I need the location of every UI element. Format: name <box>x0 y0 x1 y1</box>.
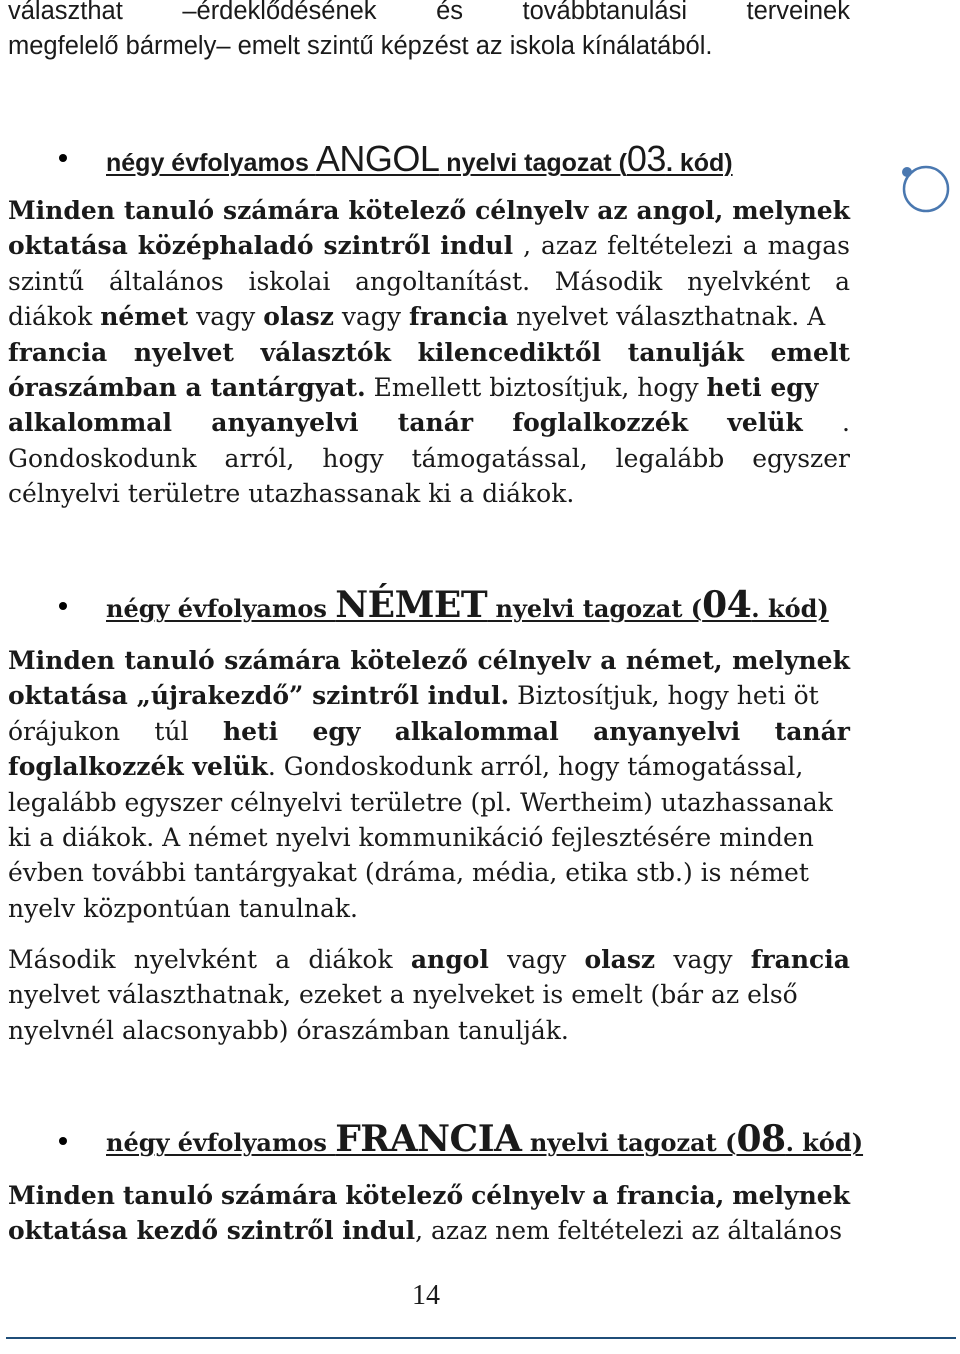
text-line <box>8 405 850 440</box>
text-word: órájukon <box>8 716 121 746</box>
text-word: középhaladó <box>137 231 314 261</box>
intro-line-2: megfelelő bármely– emelt szintű képzést az iskola kínálatából. <box>8 32 713 61</box>
text-word: olasz <box>584 945 656 974</box>
text-word: diákok <box>308 945 393 974</box>
text-word: nyelvként <box>133 945 257 974</box>
text-word: tanuló <box>123 196 215 225</box>
text-word: számára <box>221 1181 338 1210</box>
intro-word: és <box>436 0 464 25</box>
text-word: heti <box>222 716 279 746</box>
section-heading-nemet <box>106 584 829 626</box>
intro-word: –érdeklődésének <box>182 0 377 25</box>
heading-text: . kód) <box>785 1128 864 1157</box>
text-line <box>8 891 850 926</box>
text-word: nyelvként <box>687 266 811 296</box>
text-line <box>8 228 850 263</box>
bullet-icon <box>59 154 67 162</box>
bullet-icon <box>59 1137 67 1145</box>
text-line <box>8 299 850 334</box>
text-word: alkalommal <box>394 716 559 746</box>
intro-paragraph <box>8 0 850 65</box>
text-segment: nyelv központúan tanulnak. <box>8 893 358 923</box>
text-word: az <box>597 196 628 225</box>
text-word: melynek <box>732 1181 850 1210</box>
heading-text: négy évfolyamos <box>106 594 336 623</box>
text-word: francia, <box>616 1181 725 1210</box>
text-word: általános <box>109 266 224 296</box>
text-word: célnyelv <box>477 646 591 675</box>
text-word: legalább <box>615 443 725 473</box>
text-line <box>8 370 850 405</box>
text-word: egy <box>312 716 361 746</box>
text-word: magas <box>767 231 850 261</box>
page-number: 14 <box>412 1280 440 1311</box>
text-line <box>8 335 850 370</box>
text-word: angol, <box>636 196 724 225</box>
text-word: számára <box>224 646 341 675</box>
heading-code: 03 <box>626 138 666 179</box>
text-word: választók <box>260 337 391 367</box>
text-word: egyszer <box>752 443 850 473</box>
intro-word: választhat <box>8 0 123 25</box>
heading-language: FRANCIA <box>335 1118 522 1160</box>
text-word: melynek <box>732 196 850 225</box>
text-word: Második <box>554 266 663 296</box>
text-word: Második <box>8 945 116 974</box>
heading-text: nyelvi tagozat ( <box>439 149 627 177</box>
text-line <box>8 643 850 678</box>
text-word: célnyelv <box>475 196 589 225</box>
text-word: kötelező <box>350 646 468 675</box>
text-word: célnyelv <box>471 1181 585 1210</box>
text-word: tanulják <box>627 337 744 367</box>
text-word: Minden <box>8 646 115 675</box>
text-line <box>8 476 850 511</box>
text-word: alkalommal <box>8 408 172 438</box>
text-word: francia <box>8 337 108 367</box>
text-segment: Emellett biztosítjuk, hogy <box>365 372 707 402</box>
text-segment: foglalkozzék velük <box>8 752 268 782</box>
text-word: Gondoskodunk <box>8 443 197 473</box>
text-word: angol <box>410 945 489 974</box>
text-word: francia <box>750 945 850 974</box>
text-word: szintről <box>323 231 431 261</box>
text-line <box>8 714 850 749</box>
text-line <box>8 1013 850 1048</box>
text-word: indul <box>440 231 514 261</box>
text-segment: vagy <box>333 302 409 332</box>
text-word: arról, <box>224 443 295 473</box>
text-word: támogatással, <box>411 443 588 473</box>
text-segment: nyelvet választhatnak. A <box>508 302 826 332</box>
text-word: melynek <box>732 646 850 675</box>
text-line <box>8 855 850 890</box>
text-line <box>8 441 850 476</box>
text-word: . <box>842 408 850 438</box>
text-line <box>8 1178 850 1213</box>
text-line <box>8 193 850 228</box>
text-line <box>8 942 850 977</box>
text-word: nyelvet <box>133 337 234 367</box>
text-segment: diákok <box>8 302 101 332</box>
nemet-paragraph <box>8 643 850 926</box>
text-word: tanár <box>397 408 474 438</box>
text-word: emelt <box>770 337 850 367</box>
text-word: Minden <box>8 196 115 225</box>
text-word: tanár <box>774 716 850 746</box>
text-line <box>8 749 850 784</box>
section-heading-francia <box>106 1118 863 1160</box>
text-segment: francia <box>408 302 509 332</box>
intro-word: terveinek <box>746 0 850 25</box>
text-word: vagy <box>507 945 567 974</box>
text-word: iskolai <box>248 266 331 296</box>
text-word: kötelező <box>345 1181 464 1210</box>
text-word: tanuló <box>124 646 215 675</box>
text-word: hogy <box>322 443 384 473</box>
text-line <box>8 820 850 855</box>
text-segment: . Gondoskodunk arról, hogy támogatással, <box>267 752 804 782</box>
heading-code: 08 <box>736 1118 786 1160</box>
text-word: a <box>742 231 758 261</box>
nemet-paragraph-2 <box>8 942 850 1048</box>
text-word: túl <box>154 716 189 746</box>
footer-divider <box>6 1337 956 1339</box>
text-word: tanuló <box>122 1181 214 1210</box>
text-segment: Biztosítjuk, hogy heti öt <box>509 681 819 711</box>
text-word: oktatása <box>8 231 128 261</box>
heading-text: . kód) <box>751 594 829 623</box>
francia-paragraph <box>8 1178 850 1249</box>
heading-language: NÉMET <box>335 584 488 626</box>
text-segment: heti egy <box>706 372 819 402</box>
heading-text: négy évfolyamos <box>106 1128 336 1157</box>
text-word: anyanyelvi <box>593 716 741 746</box>
text-word: Minden <box>8 1181 115 1210</box>
text-segment: óraszámban a tantárgyat. <box>8 372 366 402</box>
text-line <box>8 264 850 299</box>
text-segment: nyelvet választhatnak, ezeket a nyelveket is emelt (bár az első <box>8 980 798 1010</box>
text-segment: évben további tantárgyakat (dráma, média, etika stb.) is német <box>8 858 809 888</box>
bullet-icon <box>59 602 67 610</box>
text-segment: vagy <box>188 302 264 332</box>
heading-text: négy évfolyamos <box>106 149 316 177</box>
text-word: foglalkozzék <box>512 408 689 438</box>
text-word: a <box>835 266 850 296</box>
text-word: kilencediktől <box>417 337 602 367</box>
heading-language: ANGOL <box>315 138 440 179</box>
intro-line-1 <box>8 0 850 29</box>
text-segment: legalább egyszer célnyelvi területre (pl. Wertheim) utazhassanak <box>8 787 833 817</box>
text-word: vagy <box>673 945 733 974</box>
text-segment: ki a diákok. A német nyelvi kommunikáció fejlesztésére minden <box>8 822 814 852</box>
heading-text: . kód) <box>665 149 733 177</box>
text-line <box>8 1213 850 1248</box>
text-word: kötelező <box>348 196 467 225</box>
text-segment: célnyelvi területre utazhassanak ki a diákok. <box>8 479 575 509</box>
text-line <box>8 785 850 820</box>
circle-decoration-icon <box>900 163 950 213</box>
text-word: azaz <box>540 231 598 261</box>
text-word: anyanyelvi <box>211 408 359 438</box>
text-segment: német <box>100 302 189 332</box>
heading-text: nyelvi tagozat ( <box>521 1128 737 1157</box>
section-heading-angol <box>106 138 733 180</box>
text-word: a <box>592 1181 609 1210</box>
text-word: szintű <box>8 266 85 296</box>
heading-code: 04 <box>702 584 752 626</box>
text-segment: nyelvnél alacsonyabb) óraszámban tanulják. <box>8 1015 569 1045</box>
text-word: angoltanítást. <box>355 266 531 296</box>
text-word: a <box>600 646 617 675</box>
text-line <box>8 678 850 713</box>
text-segment: , azaz nem feltételezi az általános <box>415 1216 843 1246</box>
text-word: velük <box>727 408 803 438</box>
text-word: feltételezi <box>607 231 733 261</box>
angol-paragraph <box>8 193 850 512</box>
text-word: , <box>523 231 532 261</box>
text-word: német, <box>625 646 723 675</box>
text-line <box>8 977 850 1012</box>
intro-word: továbbtanulási <box>522 0 687 25</box>
text-segment: olasz <box>263 302 334 332</box>
heading-text: nyelvi tagozat ( <box>487 594 703 623</box>
text-word: a <box>275 945 291 974</box>
text-segment: oktatása kezdő szintről indul <box>8 1216 416 1246</box>
text-word: számára <box>223 196 340 225</box>
text-segment: oktatása „újrakezdő” szintről indul. <box>8 681 510 711</box>
